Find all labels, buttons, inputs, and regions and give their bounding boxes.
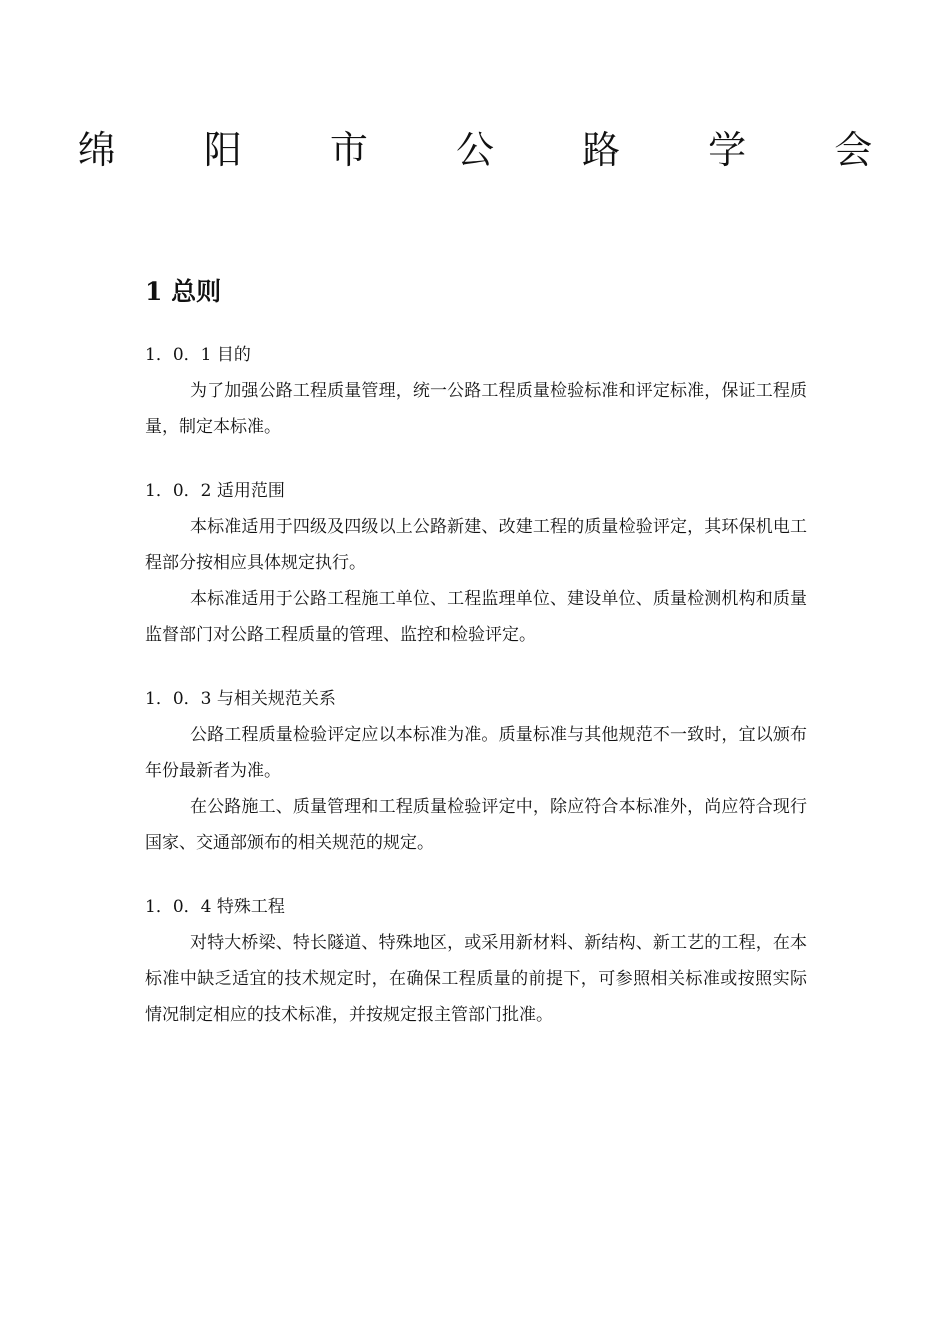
paragraph: 在公路施工、质量管理和工程质量检验评定中，除应符合本标准外，尚应符合现行国家、交通部颁布的相关规范的规定。 [145, 797, 807, 853]
section-1-0-1 [145, 337, 807, 445]
paragraph: 公路工程质量检验评定应以本标准为准。质量标准与其他规范不一致时，宜以颁布年份最新者为准。 [145, 725, 807, 781]
section-1-0-4 [145, 889, 807, 1033]
section-1-0-2 [145, 473, 807, 653]
section-1-0-3 [145, 681, 807, 861]
section-heading: 1．0．3 与相关规范关系 [145, 689, 336, 709]
paragraph: 为了加强公路工程质量管理，统一公路工程质量检验标准和评定标准，保证工程质量，制定本标准。 [145, 381, 807, 437]
chapter-title: 1 总则 [145, 277, 222, 306]
section-heading: 1．0．2 适用范围 [145, 481, 285, 501]
section-heading: 1．0．4 特殊工程 [145, 897, 285, 917]
paragraph: 本标准适用于公路工程施工单位、工程监理单位、建设单位、质量检测机构和质量监督部门对公路工程质量的管理、监控和检验评定。 [145, 589, 807, 645]
paragraph: 本标准适用于四级及四级以上公路新建、改建工程的质量检验评定，其环保机电工程部分按相应具体规定执行。 [145, 517, 807, 573]
organization-title: 绵 阳 市 公 路 学 会 [77, 128, 911, 172]
chapter-content [145, 337, 807, 1061]
section-heading: 1．0．1 目的 [145, 345, 251, 365]
paragraph: 对特大桥梁、特长隧道、特殊地区，或采用新材料、新结构、新工艺的工程，在本标准中缺乏适宜的技术规定时，在确保工程质量的前提下，可参照相关标准或按照实际情况制定相应的技术标准，并按规定报主管部门批准。 [145, 933, 807, 1025]
